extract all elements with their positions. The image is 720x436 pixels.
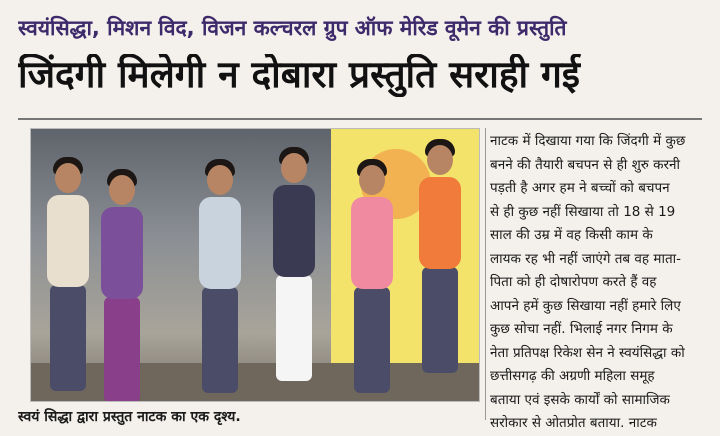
performer-outfit [101,207,143,299]
article-body-line: पड़ती है अगर हम ने बच्चों को बचपन [490,180,670,196]
article-body-line: साल की उम्र में वह किसी काम के [490,227,653,243]
performer-outfit [419,177,461,269]
performer-legs [276,275,312,381]
performer-legs [422,267,458,373]
performer-head [281,153,307,183]
article-headline: जिंदगी मिलेगी न दोबारा प्रस्तुति सराही गई [18,54,580,96]
performer-legs [202,287,238,393]
article-body-line: से ही कुछ नहीं सिखाया तो 18 से 19 [490,203,676,220]
article-photo [30,128,480,402]
column-divider [485,128,486,420]
performer-legs [354,287,390,393]
performer-outfit [199,197,241,289]
article-body-line: नेता प्रतिपक्ष रिकेश सेन ने स्वयंसिद्धा को [490,344,685,361]
article-kicker: स्वयंसिद्धा, मिशन विद, विजन कल्चरल ग्रुप ऑफ मेरिड वूमेन की प्रस्तुति [18,16,567,40]
performer-head [359,165,385,195]
performer-head [55,163,81,193]
article-body-line: बनने की तैयारी बचपन से ही शुरु करनी [490,156,680,173]
photo-caption: स्वयं सिद्धा द्वारा प्रस्तुत नाटक का एक दृश्य. [18,409,241,425]
performer-head [427,145,453,175]
article-body-line: आपने हमें कुछ सिखाया नहीं हमारे लिए [490,297,681,314]
article-body [490,130,710,436]
performer-legs [104,297,140,402]
article-body-line: कुछ सोचा नहीं. भिलाई नगर निगम के [490,321,673,337]
performer [191,159,251,379]
article-body-line: लायक रह भी नहीं जाएंगे तब वह माता- [490,250,682,267]
performer-outfit [47,195,89,287]
performer [93,169,153,379]
performer [265,147,325,379]
article-body-line: बताया एवं इसके कार्यों को सामाजिक [490,391,670,408]
performer-legs [50,285,86,391]
performer [411,139,471,379]
article-body-line: पिता को ही दोषारोपण करते हैं वह [490,274,657,290]
performer-head [109,175,135,205]
performer [343,159,403,379]
article-body-line: छत्तीसगढ़ की अग्रणी महिला समूह [490,368,655,384]
headline-rule [18,118,702,120]
performer-head [207,165,233,195]
article-body-line: सरोकार से ओतप्रोत बताया. नाटक [490,415,657,431]
performer [39,157,99,379]
article-body-line: नाटक में दिखाया गया कि जिंदगी में कुछ [490,133,686,149]
performer-outfit [273,185,315,277]
performer-outfit [351,197,393,289]
